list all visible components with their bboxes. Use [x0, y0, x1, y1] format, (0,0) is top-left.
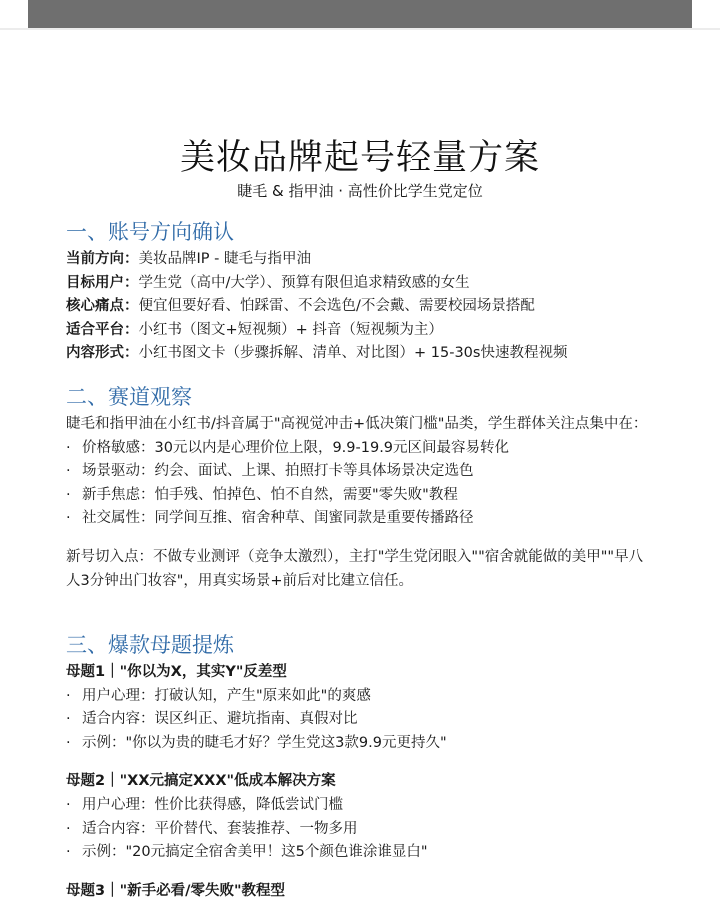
list-item	[66, 484, 666, 508]
bullet: ·	[66, 463, 71, 480]
intro-paragraph: 睫毛和指甲油在小红书/抖音属于"高视觉冲击+低决策门槛"品类，学生群体关注点集中在：	[66, 416, 648, 432]
info-value: 便宜但要好看、怕踩雷、不会选色/不会戴、需要校园场景搭配	[138, 298, 535, 315]
list-item	[66, 818, 666, 842]
bullet: ·	[66, 844, 71, 861]
info-row	[66, 248, 666, 272]
list-item-text: 用户心理：打破认知，产生"原来如此"的爽感	[82, 687, 371, 704]
list-item	[66, 708, 666, 732]
section-heading: 一、账号方向确认	[66, 220, 234, 244]
doc-subtitle: 睫毛 & 指甲油 · 高性价比学生党定位	[237, 182, 483, 200]
window-top-bar	[28, 0, 692, 28]
info-row	[66, 295, 666, 319]
note-paragraph: 新号切入点：不做专业测评（竞争太激烈），主打"学生党闭眼入""宿舍就能做的美甲""早八人3分钟出门妆容"，用真实场景+前后对比建立信任。	[66, 548, 644, 589]
doc-title: 美妆品牌起号轻量方案	[179, 138, 540, 178]
list-item-text: 适合内容：误区纠正、避坑指南、真假对比	[82, 711, 358, 728]
list-item-text: 社交属性：同学间互推、宿舍种草、闺蜜同款是重要传播路径	[82, 510, 474, 527]
list-item-text: 价格敏感：30元以内是心理价位上限，9.9-19.9元区间最容易转化	[82, 439, 510, 456]
list-item	[66, 794, 666, 818]
list-item-text: 示例："20元搞定全宿舍美甲！这5个颜色谁涂谁显白"	[82, 844, 428, 861]
list-item-text: 用户心理：性价比获得感，降低尝试门槛	[82, 796, 343, 813]
list-item	[66, 685, 666, 709]
info-key: 内容形式：	[66, 345, 139, 362]
bullet: ·	[66, 439, 71, 456]
theme-title: 母题2｜"XX元搞定XXX"低成本解决方案	[66, 773, 336, 790]
section-account-direction	[66, 218, 666, 366]
info-key: 核心痛点：	[66, 298, 139, 315]
info-value: 美妆品牌IP - 睫毛与指甲油	[138, 251, 311, 267]
section-heading: 三、爆款母题提炼	[66, 633, 234, 657]
bullet: ·	[66, 486, 71, 503]
bullet: ·	[66, 510, 71, 527]
info-key: 当前方向：	[66, 251, 139, 267]
bullet: ·	[66, 734, 71, 751]
info-key: 目标用户：	[66, 274, 139, 291]
bullet: ·	[66, 687, 71, 704]
info-value: 小红书（图文+短视频）+ 抖音（短视频为主）	[138, 321, 443, 338]
info-row	[66, 319, 666, 343]
info-value: 学生党（高中/大学）、预算有限但追求精致感的女生	[138, 274, 470, 291]
list-item	[66, 460, 666, 484]
info-row	[66, 272, 666, 296]
bullet: ·	[66, 820, 71, 837]
list-item	[66, 507, 666, 531]
list-item-text: 适合内容：平价替代、套装推荐、一物多用	[82, 820, 358, 837]
list-item-text: 场景驱动：约会、面试、上课、拍照打卡等具体场景决定选色	[82, 463, 474, 480]
section-viral-themes	[66, 631, 666, 903]
info-row	[66, 342, 666, 366]
bullet: ·	[66, 796, 71, 813]
theme-title: 母题1｜"你以为X，其实Y"反差型	[66, 664, 287, 680]
info-key: 适合平台：	[66, 321, 139, 338]
list-item	[66, 437, 666, 461]
top-bar-divider	[0, 28, 720, 30]
list-item-text: 新手焦虑：怕手残、怕掉色、怕不自然，需要"零失败"教程	[82, 486, 458, 503]
list-item-text: 示例："你以为贵的睫毛才好？学生党这3款9.9元更持久"	[82, 734, 447, 751]
list-item	[66, 732, 666, 756]
section-track-observation	[66, 383, 666, 593]
section-heading: 二、赛道观察	[66, 385, 192, 409]
theme-title: 母题3｜"新手必看/零失败"教程型	[66, 882, 285, 899]
info-value: 小红书图文卡（步骤拆解、清单、对比图）+ 15-30s快速教程视频	[138, 345, 568, 362]
bullet: ·	[66, 711, 71, 728]
list-item	[66, 841, 666, 865]
